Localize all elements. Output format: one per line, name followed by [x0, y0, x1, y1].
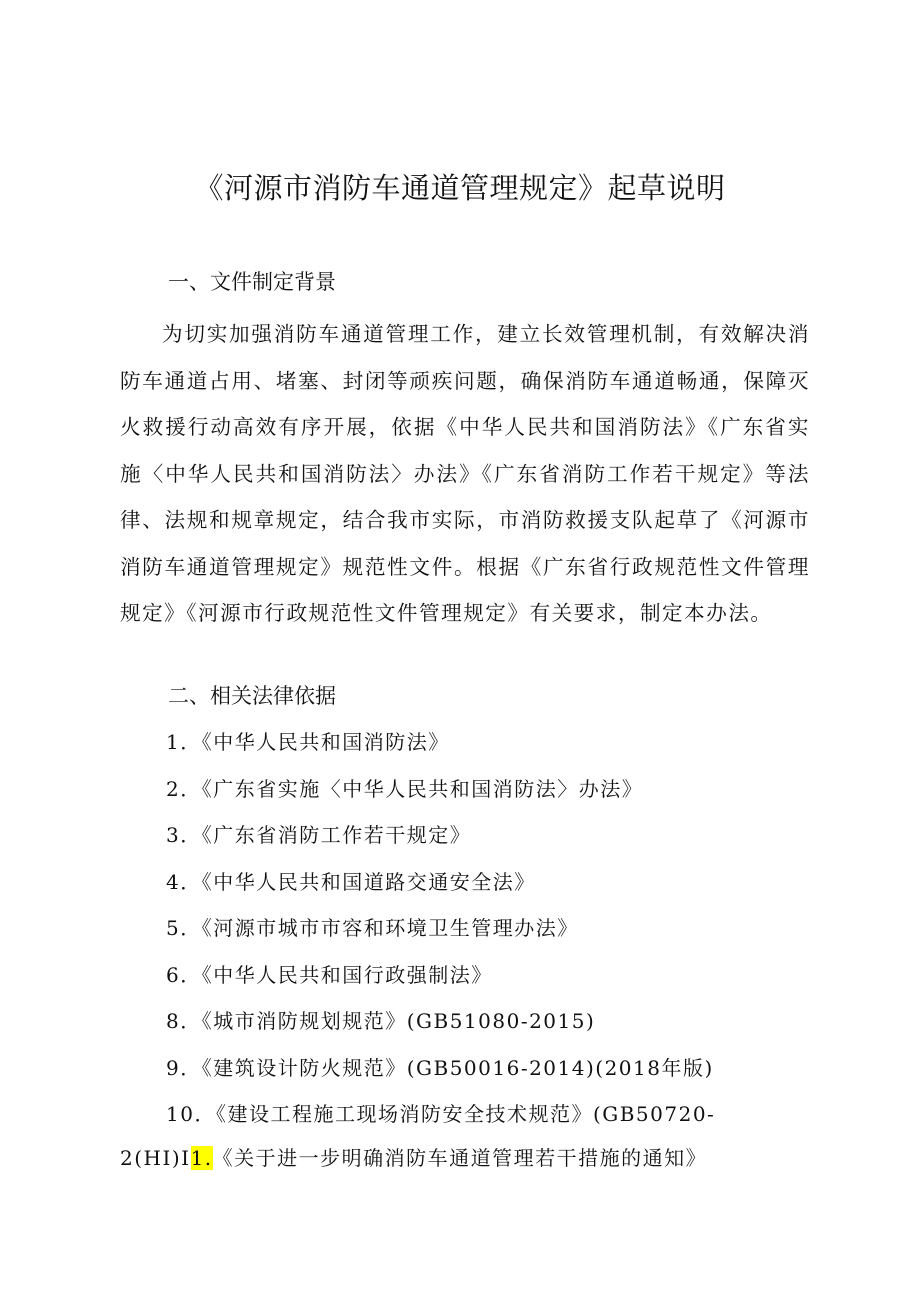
list-item: 8．《城市消防规划规范》(GB51080-2015) — [166, 1009, 596, 1033]
list-item: 1．《中华人民共和国消防法》 — [166, 730, 450, 754]
list-item: 4．《中华人民共和国道路交通安全法》 — [166, 869, 536, 894]
legal-basis-list — [166, 727, 816, 1146]
list-item: 9．《建筑设计防火规范》(GB50016-2014)(2018年版) — [166, 1055, 714, 1080]
document-title: 《河源市消防车通道管理规定》起草说明 — [194, 171, 726, 205]
last-line-text: 《关于进一步明确消防车通道管理若干措施的通知》 — [212, 1146, 708, 1170]
list-item: 6．《中华人民共和国行政强制法》 — [166, 962, 493, 987]
list-item: 2．《广东省实施〈中华人民共和国消防法〉办法》 — [166, 776, 644, 801]
last-line-prefix: 2(HI)I — [120, 1146, 191, 1170]
list-item: 10．《建设工程施工现场消防安全技术规范》(GB50720- — [166, 1102, 716, 1126]
list-item: 3．《广东省消防工作若干规定》 — [166, 823, 472, 847]
section-heading-background: 一、文件制定背景 — [168, 270, 336, 294]
section-heading-legal-basis: 二、相关法律依据 — [168, 684, 336, 708]
list-item-last-line — [120, 1143, 707, 1173]
list-item: 5．《河源市城市市容和环境卫生管理办法》 — [166, 916, 579, 940]
highlighted-number: 1. — [190, 1146, 213, 1170]
section-paragraph-background: 为切实加强消防车通道管理工作，建立长效管理机制，有效解决消防车通道占用、堵塞、封闭等顽疾问题，确保消防车通道畅通，保障灭火救援行动高效有序开展，依据《中华人民共和国消防法》《广东省实施〈中华人民共和国消防法〉办法》《广东省消防工作若干规定》等法律、法规和规章规定，结合我市实际，市消防救援支队起草了《河源市消防车通道管理规定》规范性文件。根据《广东省行政规范性文件管理规定》《河源市行政规范性文件管理规定》有关要求，制定本办法。 — [120, 322, 810, 625]
